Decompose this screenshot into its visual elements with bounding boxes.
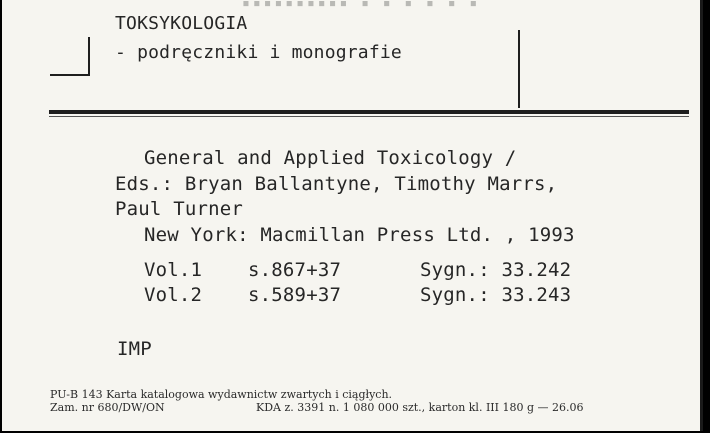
publisher-line: New York: Macmillan Press Ltd. , 1993 xyxy=(144,224,575,246)
volume-signature: Sygn.: 33.242 xyxy=(420,259,572,281)
header-separator xyxy=(49,110,689,114)
volume-label: Vol.2 xyxy=(144,284,203,306)
editors-line-1: Eds.: Bryan Ballantyne, Timothy Marrs, xyxy=(115,173,558,195)
left-bracket-vertical xyxy=(88,37,90,75)
left-bracket-horizontal xyxy=(50,74,90,76)
footer-line-2-right: KDA z. 3391 n. 1 080 000 szt., karton kl. III 180 g — 26.06 xyxy=(256,401,584,414)
editors-line-2: Paul Turner xyxy=(115,198,244,220)
catalog-card xyxy=(2,0,703,431)
footer-line-1: PU-B 143 Karta katalogowa wydawnictw zwartych i ciągłych. xyxy=(50,388,393,401)
volume-pages: s.589+37 xyxy=(248,284,342,306)
volume-signature: Sygn.: 33.243 xyxy=(420,284,572,306)
note-imp: IMP xyxy=(117,338,152,360)
header-right-rule xyxy=(518,30,520,108)
volume-label: Vol.1 xyxy=(144,259,203,281)
footer-line-2-left: Zam. nr 680/DW/ON xyxy=(50,401,165,414)
book-title-line: General and Applied Toxicology / xyxy=(144,147,517,169)
category-title: TOKSYKOLOGIA xyxy=(115,13,248,34)
header-separator-thin xyxy=(49,116,689,117)
faint-stamp-decoration: ▪▪▪▪▪▪▪▪▪▪ ▪ ▪ ▪ ▪ ▪ ▪ xyxy=(242,0,481,11)
volume-pages: s.867+37 xyxy=(248,259,342,281)
category-subtitle: - podręczniki i monografie xyxy=(115,42,402,63)
